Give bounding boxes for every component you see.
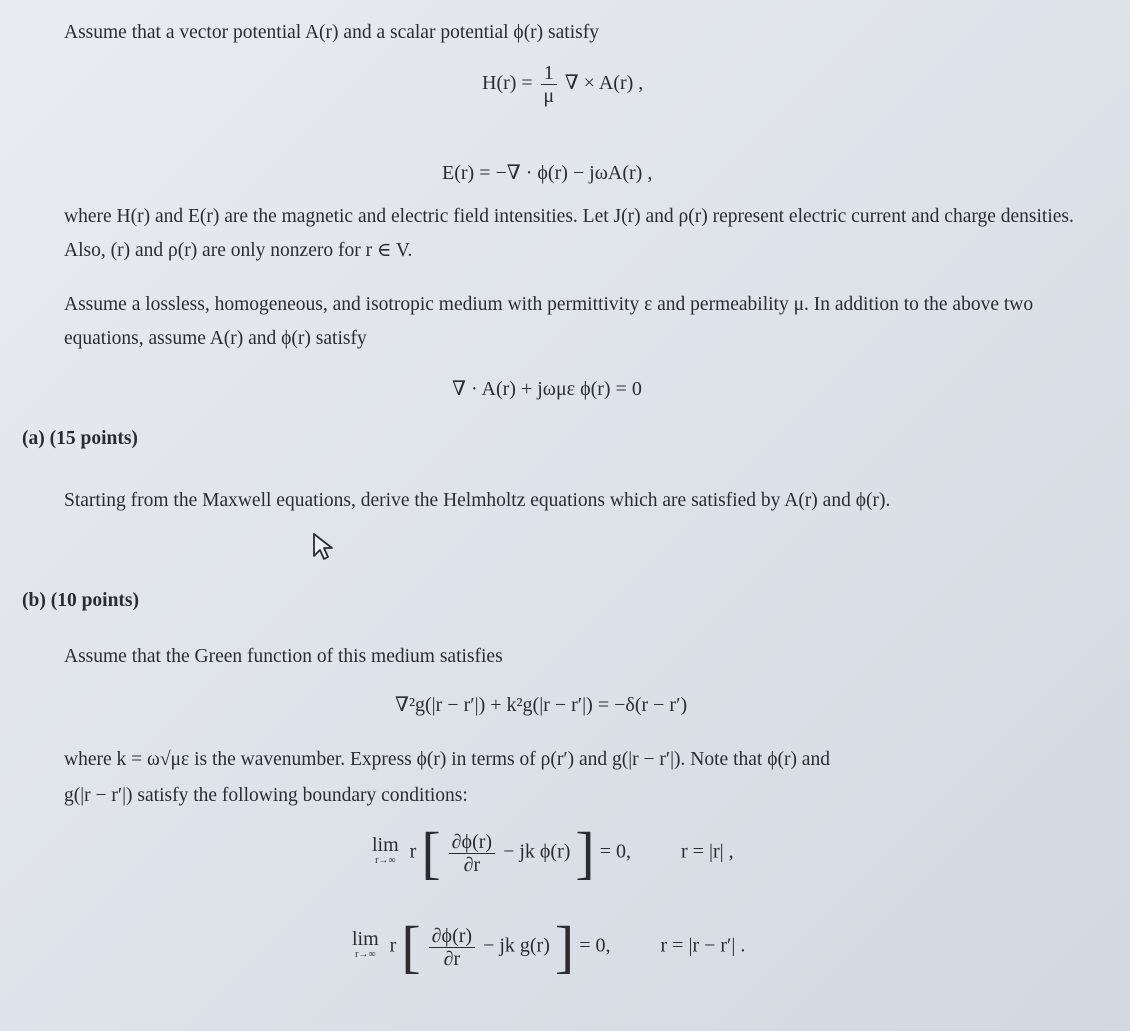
lim-r: r <box>389 934 397 957</box>
left-bracket: [ <box>421 820 441 885</box>
boundary-condition-1 <box>372 820 734 885</box>
part-b-label: (b) (10 points) <box>22 590 140 611</box>
mouse-cursor-icon <box>312 532 336 564</box>
right-bracket: ] <box>554 914 575 979</box>
lim-r: r <box>409 840 417 863</box>
green-function-equation: ∇²g(|r − r′|) + k²g(|r − r′|) = −δ(r − r′) <box>395 694 688 716</box>
part-b-text2b: g(|r − r′|) satisfy the following boundary conditions: <box>64 785 468 806</box>
eq1-fraction <box>541 62 557 107</box>
limit-1 <box>372 834 399 869</box>
eq1-den: μ <box>543 85 555 107</box>
bc1-fraction <box>449 831 495 876</box>
part-b-text2a: where k = ω√με is the wavenumber. Express ϕ(r) in terms of ρ(r′) and g(|r − r′|). Note that ϕ(r) and <box>64 749 830 770</box>
bc2-tail: = 0, <box>579 934 611 957</box>
bc2-rest: − jk g(r) <box>483 934 550 957</box>
bc2-fraction <box>429 925 475 970</box>
bc1-rest: − jk ϕ(r) <box>503 840 571 863</box>
bc1-r: r = |r| , <box>681 840 734 863</box>
part-b-text: Assume that the Green function of this medium satisfies <box>64 646 503 667</box>
part-a-text: Starting from the Maxwell equations, derive the Helmholtz equations which are satisfied by A(r) and ϕ(r). <box>64 490 891 511</box>
bc2-num: ∂ϕ(r) <box>429 925 475 948</box>
eq1-num: 1 <box>541 62 557 85</box>
intro-line: Assume that a vector potential A(r) and a scalar potential ϕ(r) satisfy <box>64 22 599 43</box>
right-bracket: ] <box>575 820 595 885</box>
left-bracket: [ <box>401 914 421 979</box>
part-b-paragraph <box>64 742 1114 814</box>
lim-sub: r→∞ <box>375 855 396 866</box>
lorenz-gauge-equation: ∇ · A(r) + jωμε ϕ(r) = 0 <box>452 378 642 400</box>
lim-text: lim <box>372 834 399 856</box>
bc1-tail: = 0, <box>599 840 632 863</box>
bc2-r: r = |r − r′| . <box>660 934 746 957</box>
equation-h <box>482 62 643 107</box>
lim-sub: r→∞ <box>355 949 376 960</box>
limit-2 <box>352 928 379 963</box>
lim-text: lim <box>352 928 379 950</box>
medium-paragraph: Assume a lossless, homogeneous, and isotropic medium with permittivity ε and permeability μ. In addition to the above two equations, assume A(r) and ϕ(r) satisfy <box>64 294 1034 349</box>
intro-paragraph: where H(r) and E(r) are the magnetic and electric field intensities. Let J(r) and ρ(r) represent electric current and charge densities. Also, (r) and ρ(r) are only nonzero for r ∈ V. <box>64 206 1074 261</box>
bc1-den: ∂r <box>463 853 481 876</box>
equation-e: E(r) = −∇ · ϕ(r) − jωA(r) , <box>442 162 653 184</box>
eq1-rhs: ∇ × A(r) , <box>564 72 644 95</box>
bc1-num: ∂ϕ(r) <box>449 831 495 854</box>
bc2-den: ∂r <box>443 947 461 970</box>
eq1-lhs: H(r) = <box>482 72 533 95</box>
part-a-label: (a) (15 points) <box>22 428 138 449</box>
boundary-condition-2 <box>352 914 746 979</box>
